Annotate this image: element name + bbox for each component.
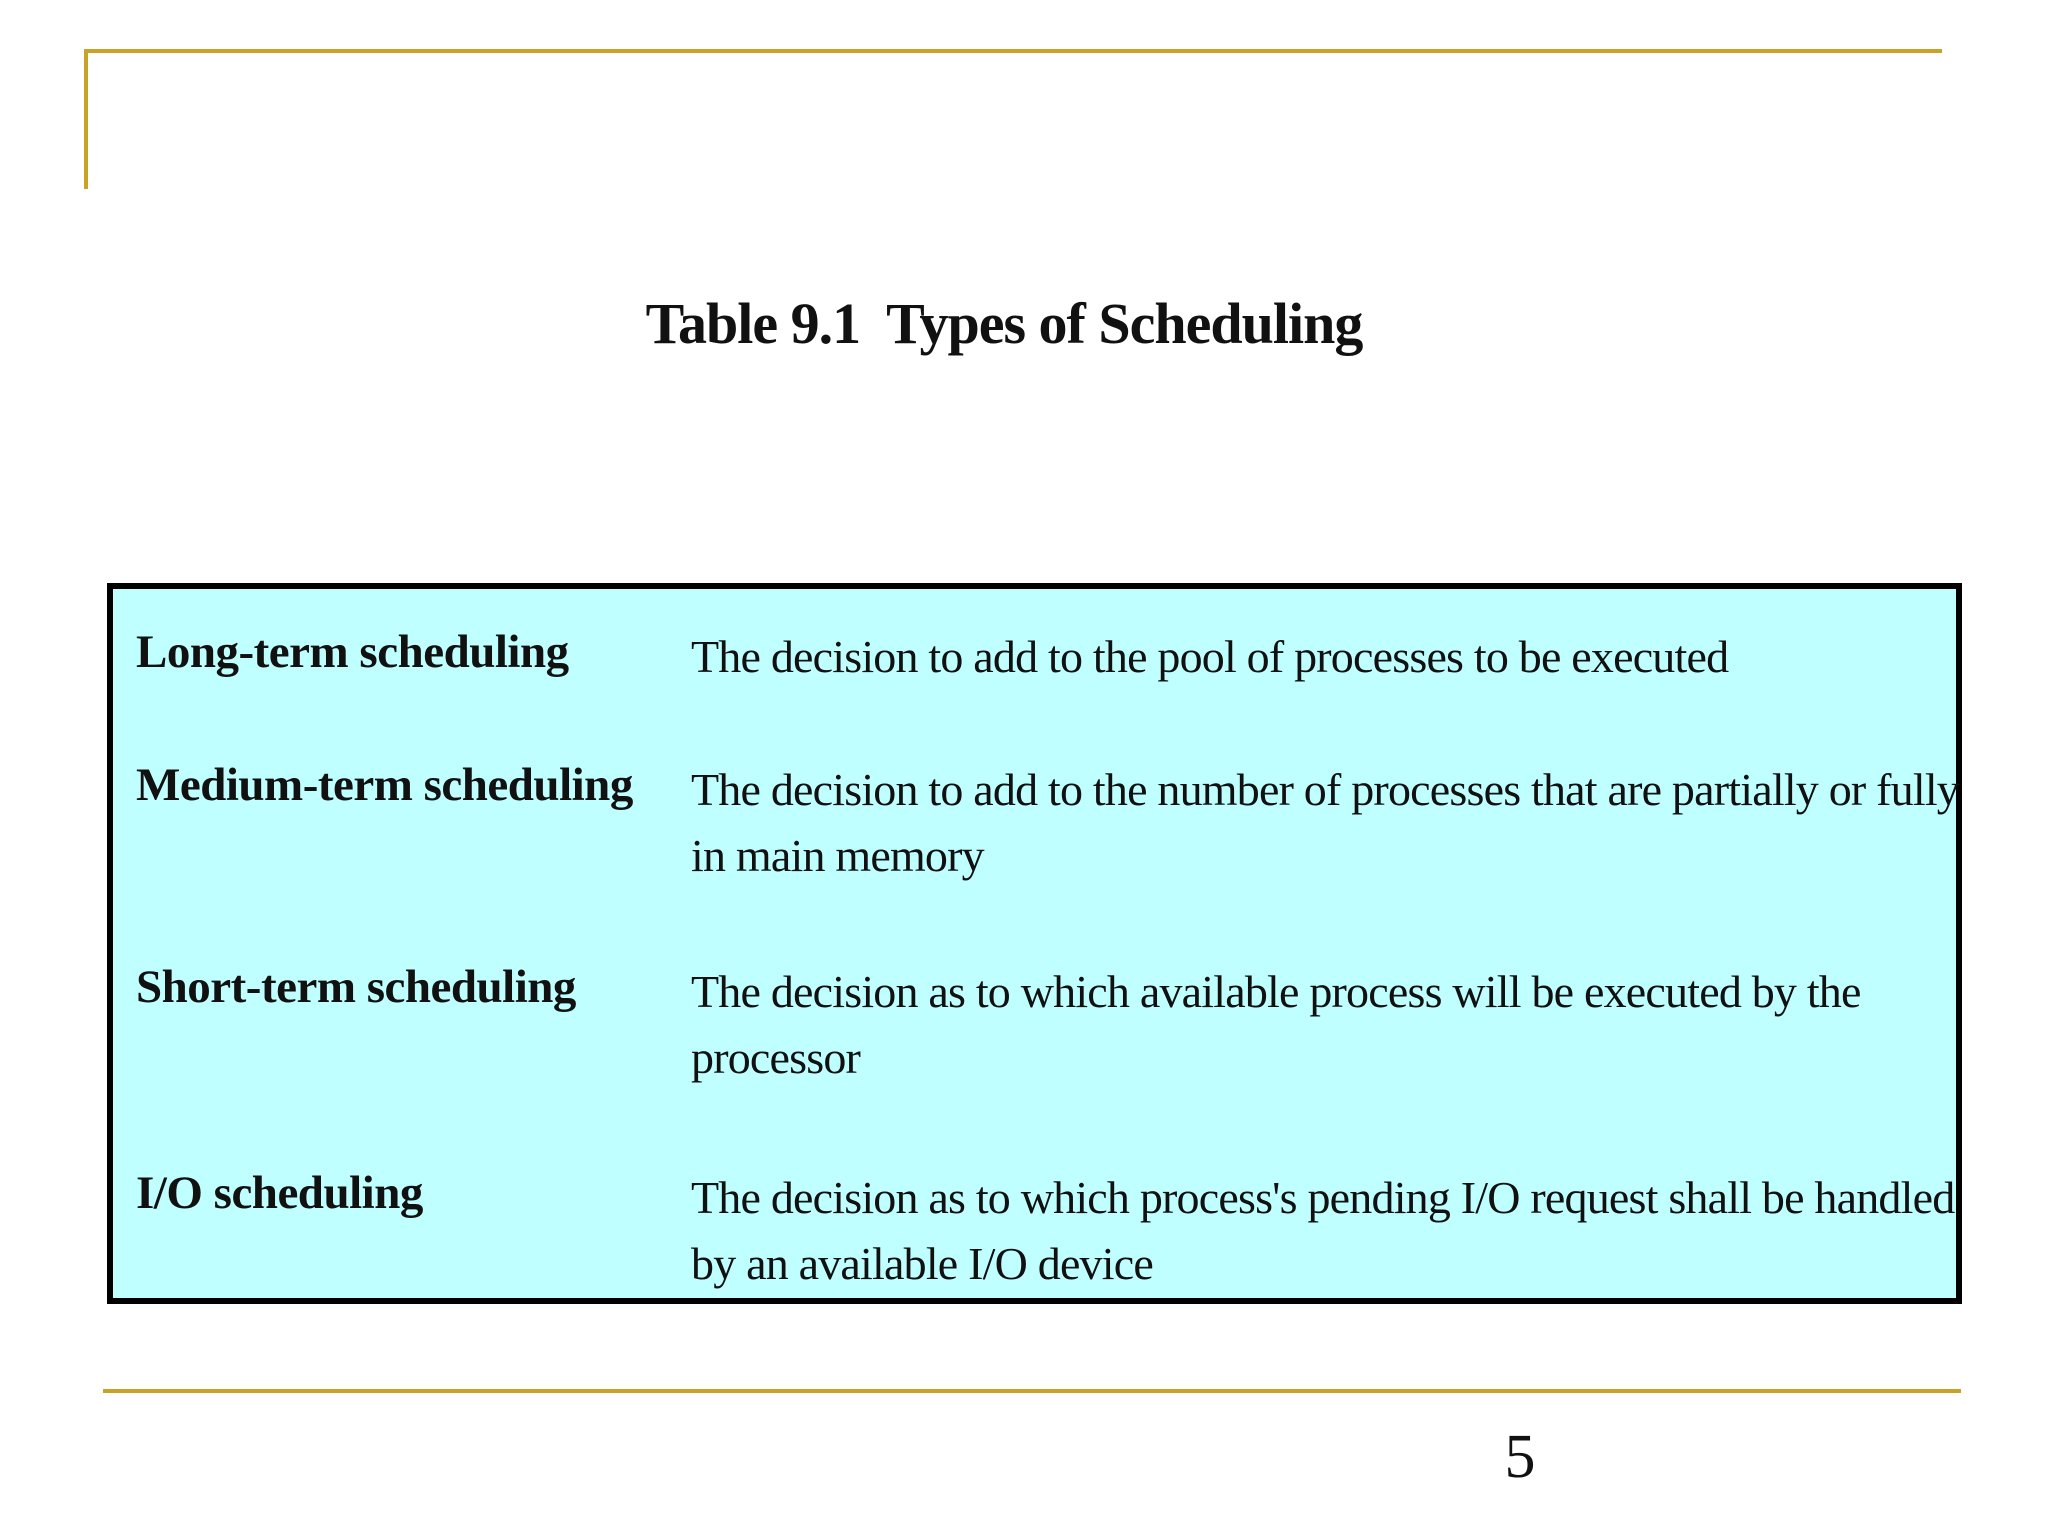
bottom-border-line — [103, 1389, 1961, 1393]
row-term: Long-term scheduling — [136, 626, 569, 678]
scheduling-types-table — [107, 583, 1962, 1304]
table-title: Table 9.1 Types of Scheduling — [645, 291, 1363, 356]
row-description: The decision as to which process's pending I/O request shall be handled by an available I/O device — [691, 1172, 1955, 1289]
left-border-line — [84, 49, 88, 189]
row-term: Short-term scheduling — [136, 961, 576, 1013]
top-border-line — [84, 49, 1942, 53]
row-description: The decision as to which available process will be executed by the processor — [691, 966, 1861, 1083]
row-description: The decision to add to the pool of processes to be executed — [691, 631, 1729, 682]
row-description: The decision to add to the number of processes that are partially or fully in main memory — [691, 764, 1959, 881]
row-term: I/O scheduling — [136, 1167, 423, 1219]
row-term: Medium-term scheduling — [136, 759, 633, 811]
page-number: 5 — [1504, 1423, 1536, 1491]
